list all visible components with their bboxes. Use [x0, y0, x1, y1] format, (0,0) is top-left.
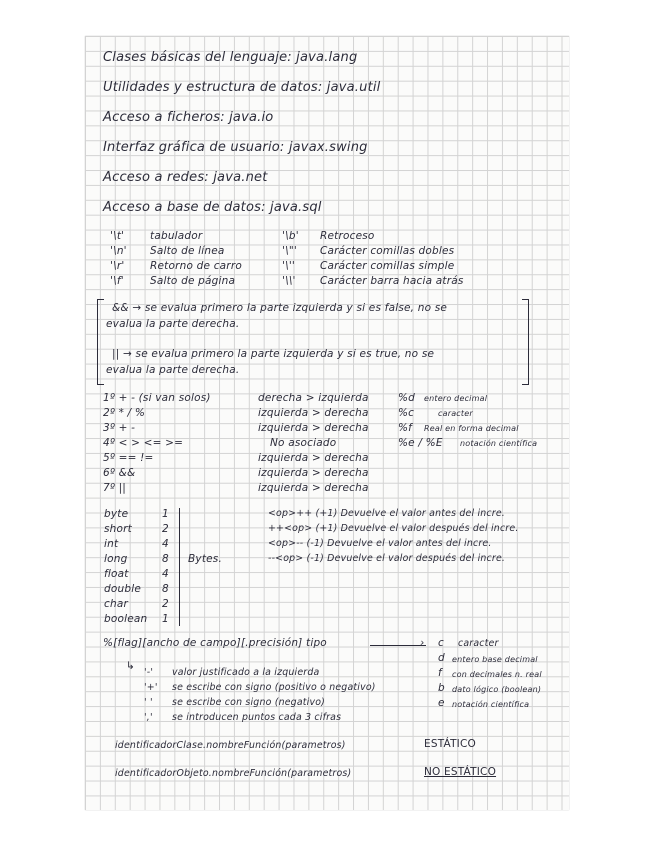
- escape-desc: Retroceso: [320, 230, 375, 242]
- escape-code: '\"': [282, 245, 297, 257]
- precedence-assoc: izquierda > derecha: [258, 482, 369, 494]
- or-operator-note: evalua la parte derecha.: [106, 364, 240, 376]
- flag-desc: se escribe con signo (positivo o negativo): [172, 682, 376, 693]
- flag-code: '+': [144, 682, 158, 693]
- type-name: byte: [104, 508, 129, 520]
- type-name: float: [104, 568, 129, 580]
- precedence-assoc: derecha > izquierda: [258, 392, 369, 404]
- precedence-assoc: izquierda > derecha: [258, 422, 369, 434]
- escape-code: '\t': [110, 230, 125, 242]
- escape-code: '\b': [282, 230, 299, 242]
- escape-code: '\n': [110, 245, 127, 257]
- tipo-code: b: [438, 682, 445, 694]
- nonstatic-label: NO ESTÁTICO: [424, 766, 497, 778]
- escape-desc: Retorno de carro: [150, 260, 242, 272]
- type-size: 2: [162, 598, 169, 610]
- type-name: double: [104, 583, 141, 595]
- type-size: 1: [162, 613, 169, 625]
- left-bracket: [97, 299, 104, 385]
- static-call-signature: identificadorClase.nombreFunción(parametros): [115, 740, 346, 751]
- package-line: Acceso a ficheros: java.io: [103, 110, 274, 125]
- precedence-assoc: No asociado: [270, 437, 337, 449]
- format-desc: caracter: [438, 409, 473, 418]
- tipo-desc: entero base decimal: [452, 655, 538, 664]
- format-spec: %f: [398, 422, 413, 434]
- format-spec: %e / %E: [398, 437, 443, 449]
- increment-line: --<op> (-1) Devuelve el valor después del incre.: [268, 553, 506, 564]
- arrow-line: [370, 645, 426, 646]
- tipo-code: e: [438, 697, 445, 709]
- escape-code: '\f': [110, 275, 124, 287]
- type-name: char: [104, 598, 128, 610]
- flag-code: ' ': [144, 697, 153, 708]
- package-line: Acceso a redes: java.net: [103, 170, 268, 185]
- type-size: 1: [162, 508, 169, 520]
- type-name: short: [104, 523, 132, 535]
- format-spec: %d: [398, 392, 416, 404]
- escape-desc: Carácter comillas dobles: [320, 245, 455, 257]
- package-line: Interfaz gráfica de usuario: javax.swing: [103, 140, 368, 155]
- type-size: 2: [162, 523, 169, 535]
- flag-desc: valor justificado a la izquierda: [172, 667, 320, 678]
- precedence-ops: 2º * / %: [103, 407, 146, 419]
- type-size: 4: [162, 538, 169, 550]
- increment-line: <op>++ (+1) Devuelve el valor antes del incre.: [268, 508, 505, 519]
- type-name: int: [104, 538, 119, 550]
- tipo-desc: caracter: [458, 638, 499, 649]
- or-operator-note: || → se evalua primero la parte izquierda y si es true, no se: [112, 348, 435, 360]
- flag-desc: se escribe con signo (negativo): [172, 697, 325, 708]
- escape-desc: Carácter barra hacia atrás: [320, 275, 464, 287]
- escape-code: '\r': [110, 260, 125, 272]
- tipo-code: d: [438, 652, 445, 664]
- escape-desc: Salto de página: [150, 275, 236, 287]
- tipo-desc: con decimales n. real: [452, 670, 542, 679]
- type-size: 8: [162, 583, 169, 595]
- and-operator-note: && → se evalua primero la parte izquierda y si es false, no se: [112, 302, 448, 314]
- format-spec-syntax: %[flag][ancho de campo][.precisión] tipo: [103, 637, 327, 649]
- tipo-code: f: [438, 667, 442, 679]
- hook-arrow-icon: ↳: [126, 660, 135, 672]
- package-line: Acceso a base de datos: java.sql: [103, 200, 322, 215]
- types-bracket: [174, 508, 180, 626]
- right-bracket: [522, 299, 529, 385]
- tipo-desc: dato lógico (boolean): [452, 685, 542, 694]
- type-size: 4: [162, 568, 169, 580]
- type-name: boolean: [104, 613, 148, 625]
- escape-code: '\'': [282, 260, 295, 272]
- precedence-assoc: izquierda > derecha: [258, 452, 369, 464]
- escape-code: '\\': [282, 275, 296, 287]
- precedence-ops: 4º < > <= >=: [103, 437, 184, 449]
- and-operator-note: evalua la parte derecha.: [106, 318, 240, 330]
- precedence-ops: 5º == !=: [103, 452, 154, 464]
- tipo-code: c: [438, 637, 444, 649]
- flag-code: '-': [144, 667, 154, 678]
- types-unit: Bytes.: [188, 553, 223, 565]
- format-desc: Real en forma decimal: [424, 424, 519, 433]
- precedence-ops: 1º + - (si van solos): [103, 392, 211, 404]
- flag-code: ',': [144, 712, 153, 723]
- arrow-head-icon: ›: [420, 637, 425, 649]
- package-line: Utilidades y estructura de datos: java.util: [103, 80, 381, 95]
- escape-desc: Salto de línea: [150, 245, 225, 257]
- precedence-assoc: izquierda > derecha: [258, 467, 369, 479]
- precedence-ops: 6º &&: [103, 467, 136, 479]
- type-size: 8: [162, 553, 169, 565]
- precedence-ops: 7º ||: [103, 482, 127, 494]
- tipo-desc: notación científica: [452, 700, 530, 709]
- format-desc: entero decimal: [424, 394, 488, 403]
- type-name: long: [104, 553, 128, 565]
- nonstatic-call-signature: identificadorObjeto.nombreFunción(parametros): [115, 768, 352, 779]
- escape-desc: Carácter comillas simple: [320, 260, 455, 272]
- package-line: Clases básicas del lenguaje: java.lang: [103, 50, 358, 65]
- escape-desc: tabulador: [150, 230, 203, 242]
- increment-line: <op>-- (-1) Devuelve el valor antes del incre.: [268, 538, 492, 549]
- increment-line: ++<op> (+1) Devuelve el valor después del incre.: [268, 523, 519, 534]
- precedence-assoc: izquierda > derecha: [258, 407, 369, 419]
- precedence-ops: 3º + -: [103, 422, 136, 434]
- flag-desc: se introducen puntos cada 3 cifras: [172, 712, 342, 723]
- format-spec: %c: [398, 407, 415, 419]
- format-desc: notación científica: [460, 439, 538, 448]
- static-label: ESTÁTICO: [424, 738, 476, 750]
